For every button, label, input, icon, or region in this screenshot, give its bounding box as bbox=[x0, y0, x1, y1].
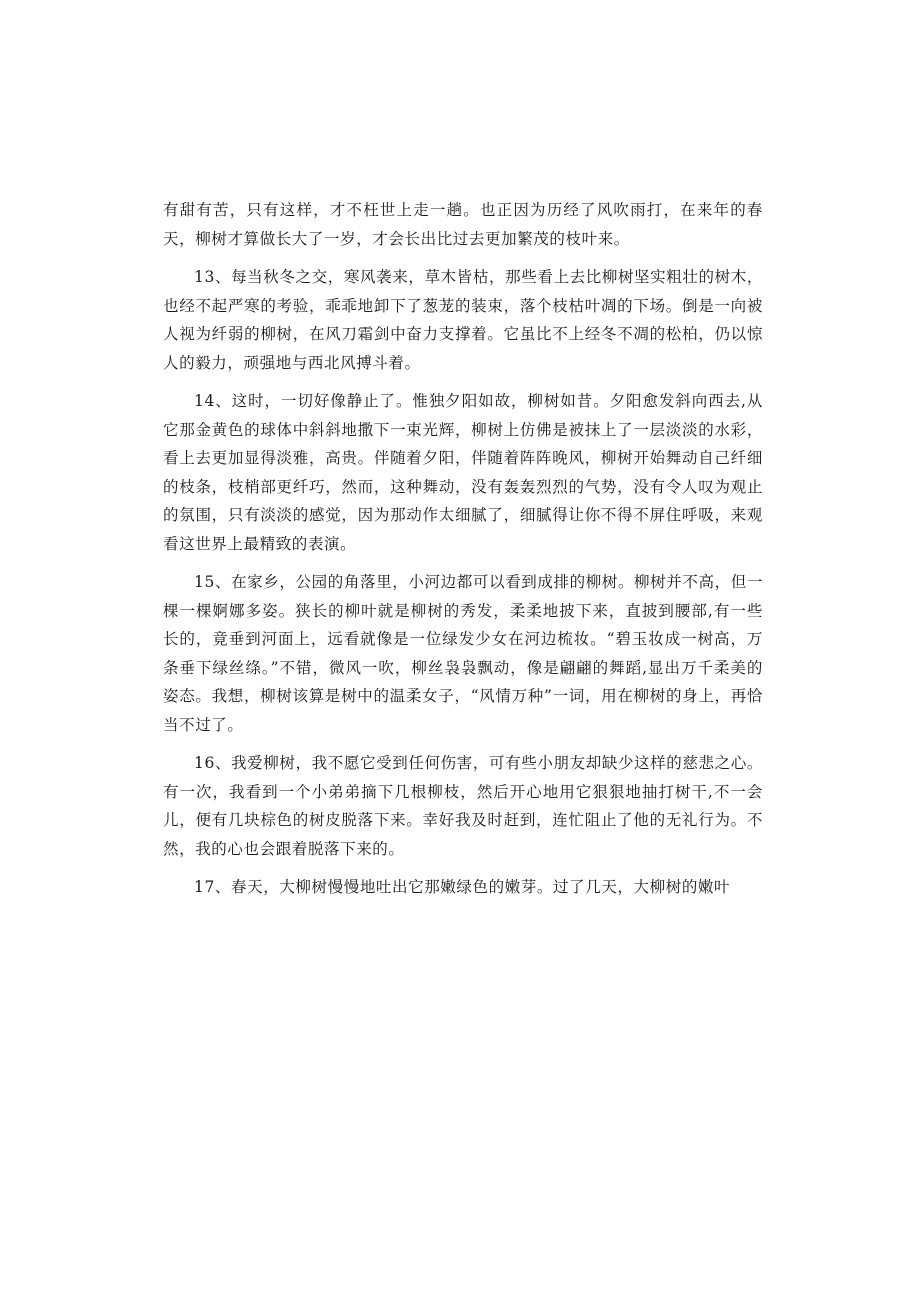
paragraph-15: 15、在家乡，公园的角落里，小河边都可以看到成排的柳树。柳树并不高，但一棵一棵婀娜多姿。狭长的柳叶就是柳树的秀发，柔柔地披下来，直披到腰部,有一些长的，竟垂到河面上，远看就像是一位绿发少女在河边梳妆。“碧玉妆成一树高，万条垂下绿丝绦。”不错，微风一吹，柳丝袅袅飘动，像是翩翩的舞蹈,显出万千柔美的姿态。我想，柳树该算是树中的温柔女子，“风情万种”一词，用在柳树的身上，再恰当不过了。 bbox=[163, 573, 763, 734]
paragraph-continuation: 有甜有苦，只有这样，才不枉世上走一趟。也正因为历经了风吹雨打，在来年的春天，柳树才算做长大了一岁，才会长出比过去更加繁茂的枝叶来。 bbox=[163, 201, 763, 248]
paragraph-16: 16、我爱柳树，我不愿它受到任何伤害，可有些小朋友却缺少这样的慈悲之心。有一次，我看到一个小弟弟摘下几根柳枝，然后开心地用它狠狠地抽打树干,不一会儿，便有几块棕色的树皮脱落下来。幸好我及时赶到，连忙阻止了他的无礼行为。不然，我的心也会跟着脱落下来的。 bbox=[163, 754, 763, 858]
paragraph-13: 13、每当秋冬之交，寒风袭来，草木皆枯，那些看上去比柳树坚实粗壮的树木，也经不起严寒的考验，乖乖地卸下了葱茏的装束，落个枝枯叶凋的下场。倒是一向被人视为纤弱的柳树，在风刀霜剑中奋力支撑着。它虽比不上经冬不凋的松柏，仍以惊人的毅力，顽强地与西北风搏斗着。 bbox=[163, 268, 763, 372]
paragraph-17: 17、春天，大柳树慢慢地吐出它那嫩绿色的嫩芽。过了几天，大柳树的嫩叶 bbox=[194, 878, 731, 896]
document-body bbox=[163, 196, 763, 912]
paragraph-14: 14、这时，一切好像静止了。惟独夕阳如故，柳树如昔。夕阳愈发斜向西去,从它那金黄色的球体中斜斜地撒下一束光辉，柳树上仿佛是被抹上了一层淡淡的水彩，看上去更加显得淡雅，高贵。伴随着夕阳，伴随着阵阵晚风，柳树开始舞动自己纤细的枝条，枝梢部更纤巧，然而，这种舞动，没有轰轰烈烈的气势，没有令人叹为观止的氛围，只有淡淡的感觉，因为那动作太细腻了，细腻得让你不得不屏住呼吸，来观看这世界上最精致的表演。 bbox=[163, 392, 763, 553]
